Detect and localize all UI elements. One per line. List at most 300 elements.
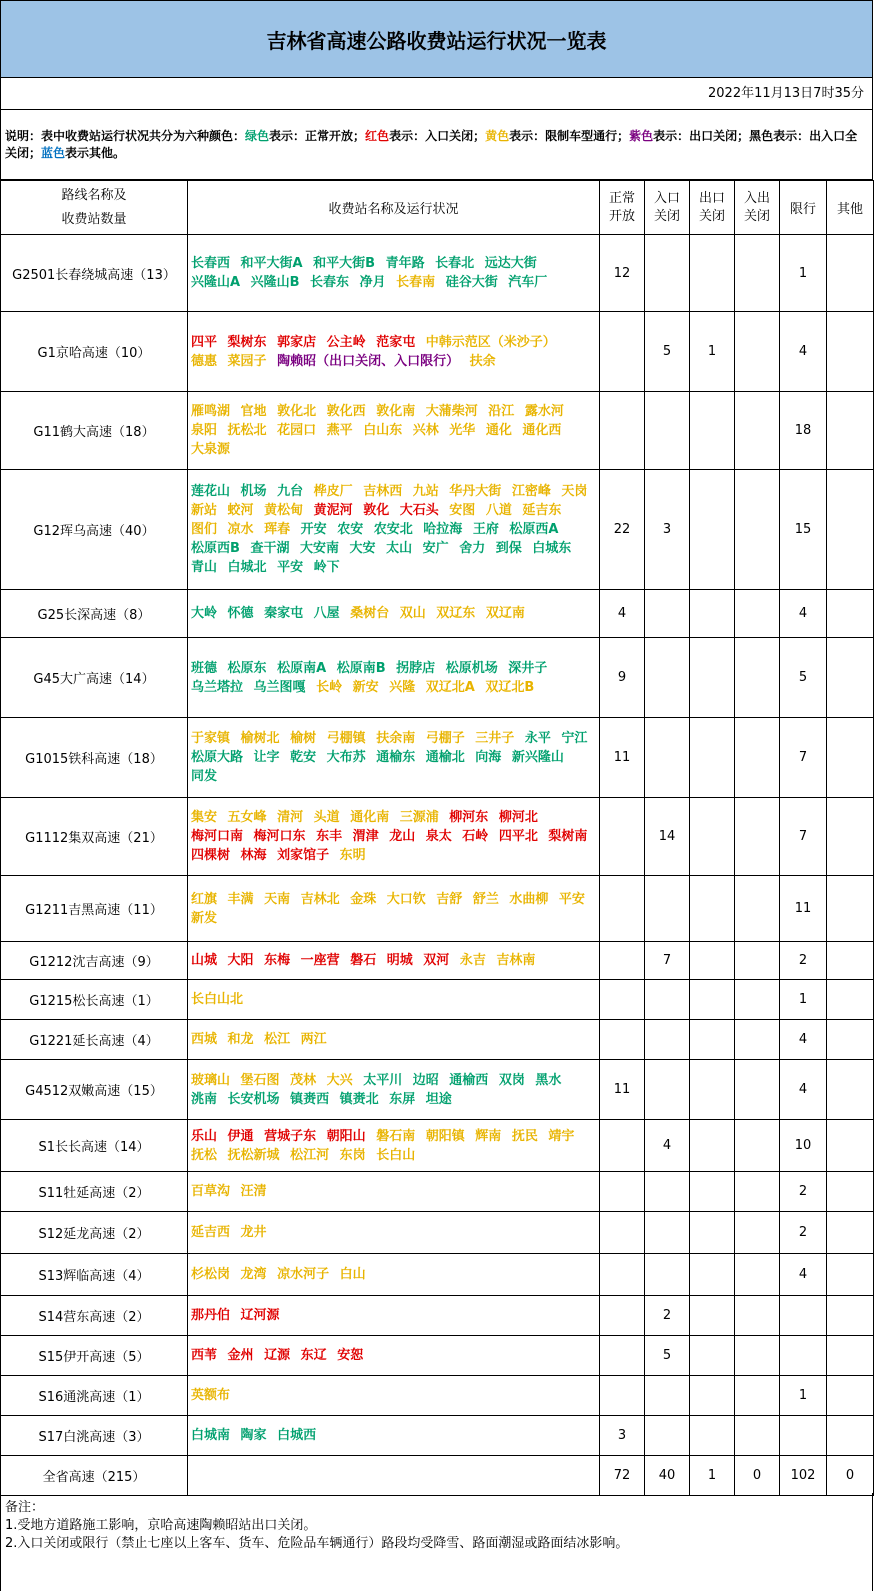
count-both: [735, 798, 780, 876]
stations-cell: [188, 392, 600, 470]
station-name: 长春南: [396, 275, 436, 290]
table-row: [1, 392, 874, 470]
count-normal: 4: [600, 590, 645, 638]
station-name: 松原东: [227, 660, 267, 676]
count-other: [827, 1336, 874, 1376]
station-name: 大蒲柴河: [425, 404, 478, 419]
count-both: [735, 1336, 780, 1376]
station-name: 白城北: [227, 560, 267, 575]
station-name: 兴隆: [389, 679, 416, 695]
station-name: 吉林南: [496, 953, 536, 968]
count-normal: [600, 312, 645, 392]
station-name: 莲花山: [191, 484, 231, 499]
station-name: 图们: [191, 522, 218, 537]
route-name-cell: G2501长春绕城高速（13）: [1, 235, 188, 312]
station-name: 双辽南: [485, 606, 525, 621]
count-exit: [690, 392, 735, 470]
count-other: [827, 1296, 874, 1336]
count-limit: 5: [780, 638, 827, 718]
count-limit: 4: [780, 1254, 827, 1296]
count-limit: 2: [780, 1212, 827, 1254]
station-name: 舍力: [459, 541, 486, 556]
count-both: [735, 942, 780, 980]
count-both: [735, 1020, 780, 1060]
station-name: 边昭: [412, 1072, 439, 1088]
station-name: 大泉源: [191, 442, 231, 457]
count-normal: [600, 1376, 645, 1416]
stations-cell: [188, 235, 600, 312]
station-name: 四平北: [498, 829, 538, 844]
count-exit: [690, 1416, 735, 1456]
station-name: 吉林北: [300, 891, 340, 907]
station-name: 新兴隆山: [511, 750, 564, 765]
stations-cell: [188, 798, 600, 876]
count-normal: 12: [600, 235, 645, 312]
count-exit: [690, 876, 735, 942]
count-limit: 4: [780, 1020, 827, 1060]
table-row: [1, 1376, 874, 1416]
station-name: 泉太: [425, 829, 452, 844]
stations-cell: [188, 942, 600, 980]
station-name: 大安: [349, 541, 376, 556]
station-name: 靖宇: [548, 1128, 575, 1144]
station-name: 龙湾: [240, 1267, 267, 1282]
count-normal: [600, 980, 645, 1020]
count-entry: 7: [645, 942, 690, 980]
toll-station-table: [0, 180, 874, 1496]
count-entry: [645, 590, 690, 638]
count-exit: 1: [690, 312, 735, 392]
station-name: 黄松甸: [264, 503, 304, 518]
remarks-title: 备注：: [5, 1500, 45, 1515]
count-both: [735, 980, 780, 1020]
station-name: 辉南: [475, 1128, 502, 1144]
station-name: 扶余: [469, 353, 496, 369]
sheet-title: 吉林省高速公路收费站运行状况一览表: [0, 0, 873, 78]
station-name: 双河: [423, 953, 450, 968]
station-name: 郭家店: [277, 334, 317, 350]
route-name-cell: G1京哈高速（10）: [1, 312, 188, 392]
station-name: 梨树东: [227, 334, 267, 350]
station-name: 西城: [191, 1032, 218, 1047]
count-other: [827, 1120, 874, 1172]
table-row: [1, 470, 874, 590]
station-name: 柳河北: [498, 810, 538, 825]
total-normal: 72: [600, 1456, 645, 1496]
station-name: 燕平: [326, 423, 353, 438]
count-exit: [690, 470, 735, 590]
station-name: 珲春: [264, 522, 291, 537]
count-exit: [690, 1376, 735, 1416]
count-both: [735, 1254, 780, 1296]
count-limit: 7: [780, 718, 827, 798]
station-name: 中韩示范区（米沙子）: [425, 334, 556, 350]
route-name-cell: S13辉临高速（4）: [1, 1254, 188, 1296]
station-name: 汽车厂: [508, 275, 548, 290]
station-name: 石岭: [462, 829, 489, 844]
count-both: [735, 312, 780, 392]
count-entry: [645, 1060, 690, 1120]
route-name-cell: S15伊开高速（5）: [1, 1336, 188, 1376]
count-normal: 11: [600, 718, 645, 798]
header-entry-line2: 关闭: [653, 208, 680, 224]
count-both: [735, 1120, 780, 1172]
station-name: 露水河: [524, 404, 564, 419]
route-name-cell: S11牡延高速（2）: [1, 1172, 188, 1212]
station-name: 陶赖昭（出口关闭、入口限行）: [277, 353, 460, 369]
header-limit: 限行: [780, 181, 827, 235]
count-normal: 11: [600, 1060, 645, 1120]
total-both: 0: [735, 1456, 780, 1496]
count-limit: 4: [780, 1060, 827, 1120]
station-name: 新安: [352, 679, 379, 695]
count-entry: 3: [645, 470, 690, 590]
count-entry: [645, 1416, 690, 1456]
station-name: 东辽: [300, 1348, 327, 1363]
station-name: 长春西: [191, 256, 231, 271]
count-other: [827, 638, 874, 718]
station-name: 长白山北: [191, 992, 244, 1007]
total-exit: 1: [690, 1456, 735, 1496]
header-both-closed: [735, 181, 780, 235]
count-other: [827, 1172, 874, 1212]
station-name: 农安北: [373, 522, 413, 537]
table-row: [1, 1416, 874, 1456]
station-name: 白城东: [532, 541, 572, 556]
station-name: 凉水: [227, 522, 254, 537]
table-row: [1, 1336, 874, 1376]
station-name: 光华: [449, 423, 476, 438]
count-normal: [600, 942, 645, 980]
station-name: 双辽北A: [425, 679, 475, 695]
station-name: 梨树南: [548, 829, 588, 844]
station-name: 朝阳镇: [425, 1128, 465, 1144]
count-other: [827, 1376, 874, 1416]
station-name: 榆树: [290, 731, 317, 746]
station-name: 机场: [240, 484, 267, 499]
count-both: [735, 235, 780, 312]
station-name: 双辽北B: [485, 679, 535, 695]
station-name: 黄泥河: [313, 503, 353, 518]
station-name: 通化西: [522, 423, 562, 438]
station-name: 一座营: [300, 953, 340, 968]
station-name: 三源浦: [399, 810, 439, 825]
count-other: [827, 942, 874, 980]
remarks-line2: 2.入口关闭或限行（禁止七座以上客车、货车、危险品车辆通行）路段均受降雪、路面潮湿或路面结冰影响。: [5, 1536, 629, 1551]
count-both: [735, 638, 780, 718]
station-name: 青年路: [385, 256, 425, 271]
station-name: 营城子东: [264, 1128, 317, 1144]
station-name: 乌兰图嘎: [253, 679, 306, 695]
table-row: [1, 980, 874, 1020]
route-name-cell: G1215松长高速（1）: [1, 980, 188, 1020]
station-name: 八屋: [313, 606, 340, 621]
station-name: 东梅: [264, 953, 291, 968]
legend-green-desc: 表示：正常开放；: [269, 129, 366, 143]
station-name: 岭下: [313, 560, 340, 575]
count-normal: [600, 392, 645, 470]
station-name: 硅谷大街: [445, 275, 498, 290]
header-entry-closed: [645, 181, 690, 235]
total-route-cell: 全省高速（215）: [1, 1456, 188, 1496]
station-name: 金州: [227, 1348, 254, 1363]
count-other: [827, 590, 874, 638]
station-name: 乾安: [290, 750, 317, 765]
station-name: 松江: [264, 1032, 291, 1047]
station-name: 刘家馆子: [277, 848, 330, 863]
count-other: [827, 718, 874, 798]
count-both: [735, 470, 780, 590]
station-name: 辽河源: [240, 1308, 280, 1323]
station-name: 查干湖: [250, 541, 290, 556]
total-entry: 40: [645, 1456, 690, 1496]
count-entry: [645, 1376, 690, 1416]
station-name: 弓棚子: [425, 731, 465, 746]
station-name: 龙井: [240, 1225, 267, 1240]
color-legend-note: [0, 110, 873, 180]
station-name: 通榆北: [425, 750, 465, 765]
station-name: 茂林: [290, 1072, 317, 1088]
station-name: 杉松岗: [191, 1267, 231, 1282]
stations-cell: [188, 1376, 600, 1416]
count-both: [735, 1212, 780, 1254]
station-name: 平安: [277, 560, 304, 575]
station-name: 和龙: [227, 1032, 254, 1047]
count-exit: [690, 1120, 735, 1172]
station-name: 金珠: [350, 891, 377, 907]
table-header-row: [1, 181, 874, 235]
station-name: 长岭: [316, 679, 343, 695]
table-row: [1, 1060, 874, 1120]
station-name: 太平川: [363, 1072, 403, 1088]
count-other: [827, 1416, 874, 1456]
count-normal: [600, 1296, 645, 1336]
count-other: [827, 1254, 874, 1296]
station-name: 白城西: [277, 1428, 317, 1443]
route-name-cell: G1211吉黑高速（11）: [1, 876, 188, 942]
station-name: 同发: [191, 769, 218, 784]
count-entry: [645, 1020, 690, 1060]
stations-cell: [188, 1060, 600, 1120]
stations-cell: [188, 1254, 600, 1296]
count-exit: [690, 1020, 735, 1060]
station-name: 抚松北: [227, 423, 267, 438]
route-name-cell: S16通洮高速（1）: [1, 1376, 188, 1416]
station-name: 头道: [313, 810, 340, 825]
station-name: 敦化北: [277, 404, 317, 419]
station-name: 青山: [191, 560, 218, 575]
station-name: 和平大街B: [313, 256, 376, 271]
station-name: 到保: [495, 541, 522, 556]
station-name: 通化南: [350, 810, 390, 825]
legend-yellow-word: 黄色: [485, 129, 510, 143]
legend-red-word: 红色: [365, 129, 390, 143]
station-name: 安恕: [337, 1348, 364, 1363]
station-name: 松原大路: [191, 750, 244, 765]
station-name: 和平大街A: [240, 256, 303, 271]
count-entry: 4: [645, 1120, 690, 1172]
stations-cell: [188, 1296, 600, 1336]
station-name: 抚松新城: [227, 1147, 280, 1163]
station-name: 通榆东: [376, 750, 416, 765]
count-other: [827, 392, 874, 470]
total-row: [1, 1456, 874, 1496]
count-normal: [600, 1254, 645, 1296]
station-name: 梅河口东: [253, 829, 306, 844]
station-name: 大安南: [300, 541, 340, 556]
count-entry: [645, 235, 690, 312]
station-name: 朝阳山: [326, 1128, 366, 1144]
station-name: 白山: [339, 1267, 366, 1282]
table-row: [1, 876, 874, 942]
count-limit: 2: [780, 942, 827, 980]
header-exit-line1: 出口: [698, 190, 725, 206]
count-normal: [600, 876, 645, 942]
station-name: 农安: [337, 522, 364, 537]
station-name: 丰满: [227, 891, 254, 907]
station-name: 德惠: [191, 353, 218, 369]
count-limit: 2: [780, 1172, 827, 1212]
legend-purple-word: 紫色: [629, 129, 654, 143]
header-other: 其他: [827, 181, 874, 235]
count-exit: [690, 1296, 735, 1336]
table-row: [1, 590, 874, 638]
station-name: 镇赉北: [339, 1091, 379, 1107]
update-timestamp: 2022年11月13日7时35分: [0, 78, 873, 110]
station-name: 凉水河子: [277, 1267, 330, 1282]
stations-cell: [188, 876, 600, 942]
count-entry: 2: [645, 1296, 690, 1336]
count-other: [827, 235, 874, 312]
header-route-line2: 收费站数量: [61, 211, 127, 227]
count-limit: 1: [780, 980, 827, 1020]
count-limit: 4: [780, 312, 827, 392]
count-both: [735, 392, 780, 470]
header-normal-line1: 正常: [608, 190, 635, 206]
station-name: 九台: [277, 484, 304, 499]
station-name: 通榆西: [449, 1072, 489, 1088]
station-name: 四平: [191, 334, 218, 350]
header-normal: [600, 181, 645, 235]
station-name: 宁江: [561, 731, 588, 746]
count-limit: 1: [780, 1376, 827, 1416]
stations-cell: [188, 1020, 600, 1060]
station-name: 抚民: [511, 1128, 538, 1144]
count-entry: [645, 638, 690, 718]
total-stations-cell: [188, 1456, 600, 1496]
station-name: 公主岭: [326, 334, 366, 350]
header-stations: 收费站名称及运行状况: [188, 181, 600, 235]
table-row: [1, 235, 874, 312]
station-name: 榆树北: [240, 731, 280, 746]
station-name: 那丹伯: [191, 1308, 231, 1323]
count-entry: 14: [645, 798, 690, 876]
station-name: 永平: [524, 731, 551, 746]
station-name: 集安: [191, 810, 218, 825]
count-limit: 18: [780, 392, 827, 470]
station-name: 天岗: [561, 484, 588, 499]
count-other: [827, 798, 874, 876]
header-entry-line1: 入口: [653, 190, 680, 206]
count-entry: [645, 876, 690, 942]
station-name: 三井子: [475, 731, 515, 746]
legend-purple-desc: 表示：出口关闭；黑色表示：出入口全关闭；: [5, 129, 858, 160]
table-row: [1, 638, 874, 718]
station-name: 大兴: [326, 1072, 353, 1088]
stations-cell: [188, 980, 600, 1020]
station-name: 西苇: [191, 1348, 218, 1363]
station-name: 双山: [399, 606, 426, 621]
stations-cell: [188, 1172, 600, 1212]
count-limit: 15: [780, 470, 827, 590]
count-other: [827, 1060, 874, 1120]
count-normal: [600, 1172, 645, 1212]
count-normal: [600, 1120, 645, 1172]
station-name: 让字: [253, 750, 280, 765]
remarks: [0, 1493, 873, 1591]
total-limit: 102: [780, 1456, 827, 1496]
count-limit: 1: [780, 235, 827, 312]
station-name: 沿江: [488, 404, 515, 419]
header-exit-closed: [690, 181, 735, 235]
header-both-line2: 关闭: [743, 208, 770, 224]
station-name: 雁鸣湖: [191, 404, 231, 419]
count-exit: [690, 980, 735, 1020]
count-both: [735, 876, 780, 942]
count-limit: 10: [780, 1120, 827, 1172]
table-row: [1, 312, 874, 392]
count-entry: [645, 980, 690, 1020]
header-route: [1, 181, 188, 235]
count-normal: 9: [600, 638, 645, 718]
count-entry: 5: [645, 1336, 690, 1376]
station-name: 堡石图: [240, 1072, 280, 1088]
station-name: 九站: [412, 484, 439, 499]
station-name: 东丰: [316, 829, 343, 844]
station-name: 敦化南: [376, 404, 416, 419]
count-both: [735, 718, 780, 798]
station-name: 班德: [191, 660, 218, 676]
count-exit: [690, 1336, 735, 1376]
stations-cell: [188, 1416, 600, 1456]
station-name: 弓棚镇: [326, 731, 366, 746]
station-name: 百草沟: [191, 1184, 231, 1199]
legend-green-word: 绿色: [245, 129, 270, 143]
station-name: 乐山: [191, 1128, 218, 1144]
count-both: [735, 1060, 780, 1120]
stations-cell: [188, 638, 600, 718]
station-name: 山城: [191, 953, 218, 968]
station-name: 桑树台: [350, 606, 390, 621]
station-name: 长春东: [310, 275, 350, 290]
station-name: 泉阳: [191, 423, 218, 438]
station-name: 怀德: [227, 606, 254, 621]
stations-cell: [188, 312, 600, 392]
station-name: 柳河东: [449, 810, 489, 825]
station-name: 平安: [558, 891, 585, 907]
station-name: 拐脖店: [396, 660, 436, 676]
count-entry: [645, 392, 690, 470]
count-exit: [690, 718, 735, 798]
total-other: 0: [827, 1456, 874, 1496]
station-name: 大石头: [399, 503, 439, 518]
station-name: 辽源: [264, 1348, 291, 1363]
station-name: 延吉西: [191, 1225, 231, 1240]
station-name: 兴隆山A: [191, 275, 241, 290]
table-row: [1, 798, 874, 876]
station-name: 双辽东: [436, 606, 476, 621]
count-other: [827, 1020, 874, 1060]
